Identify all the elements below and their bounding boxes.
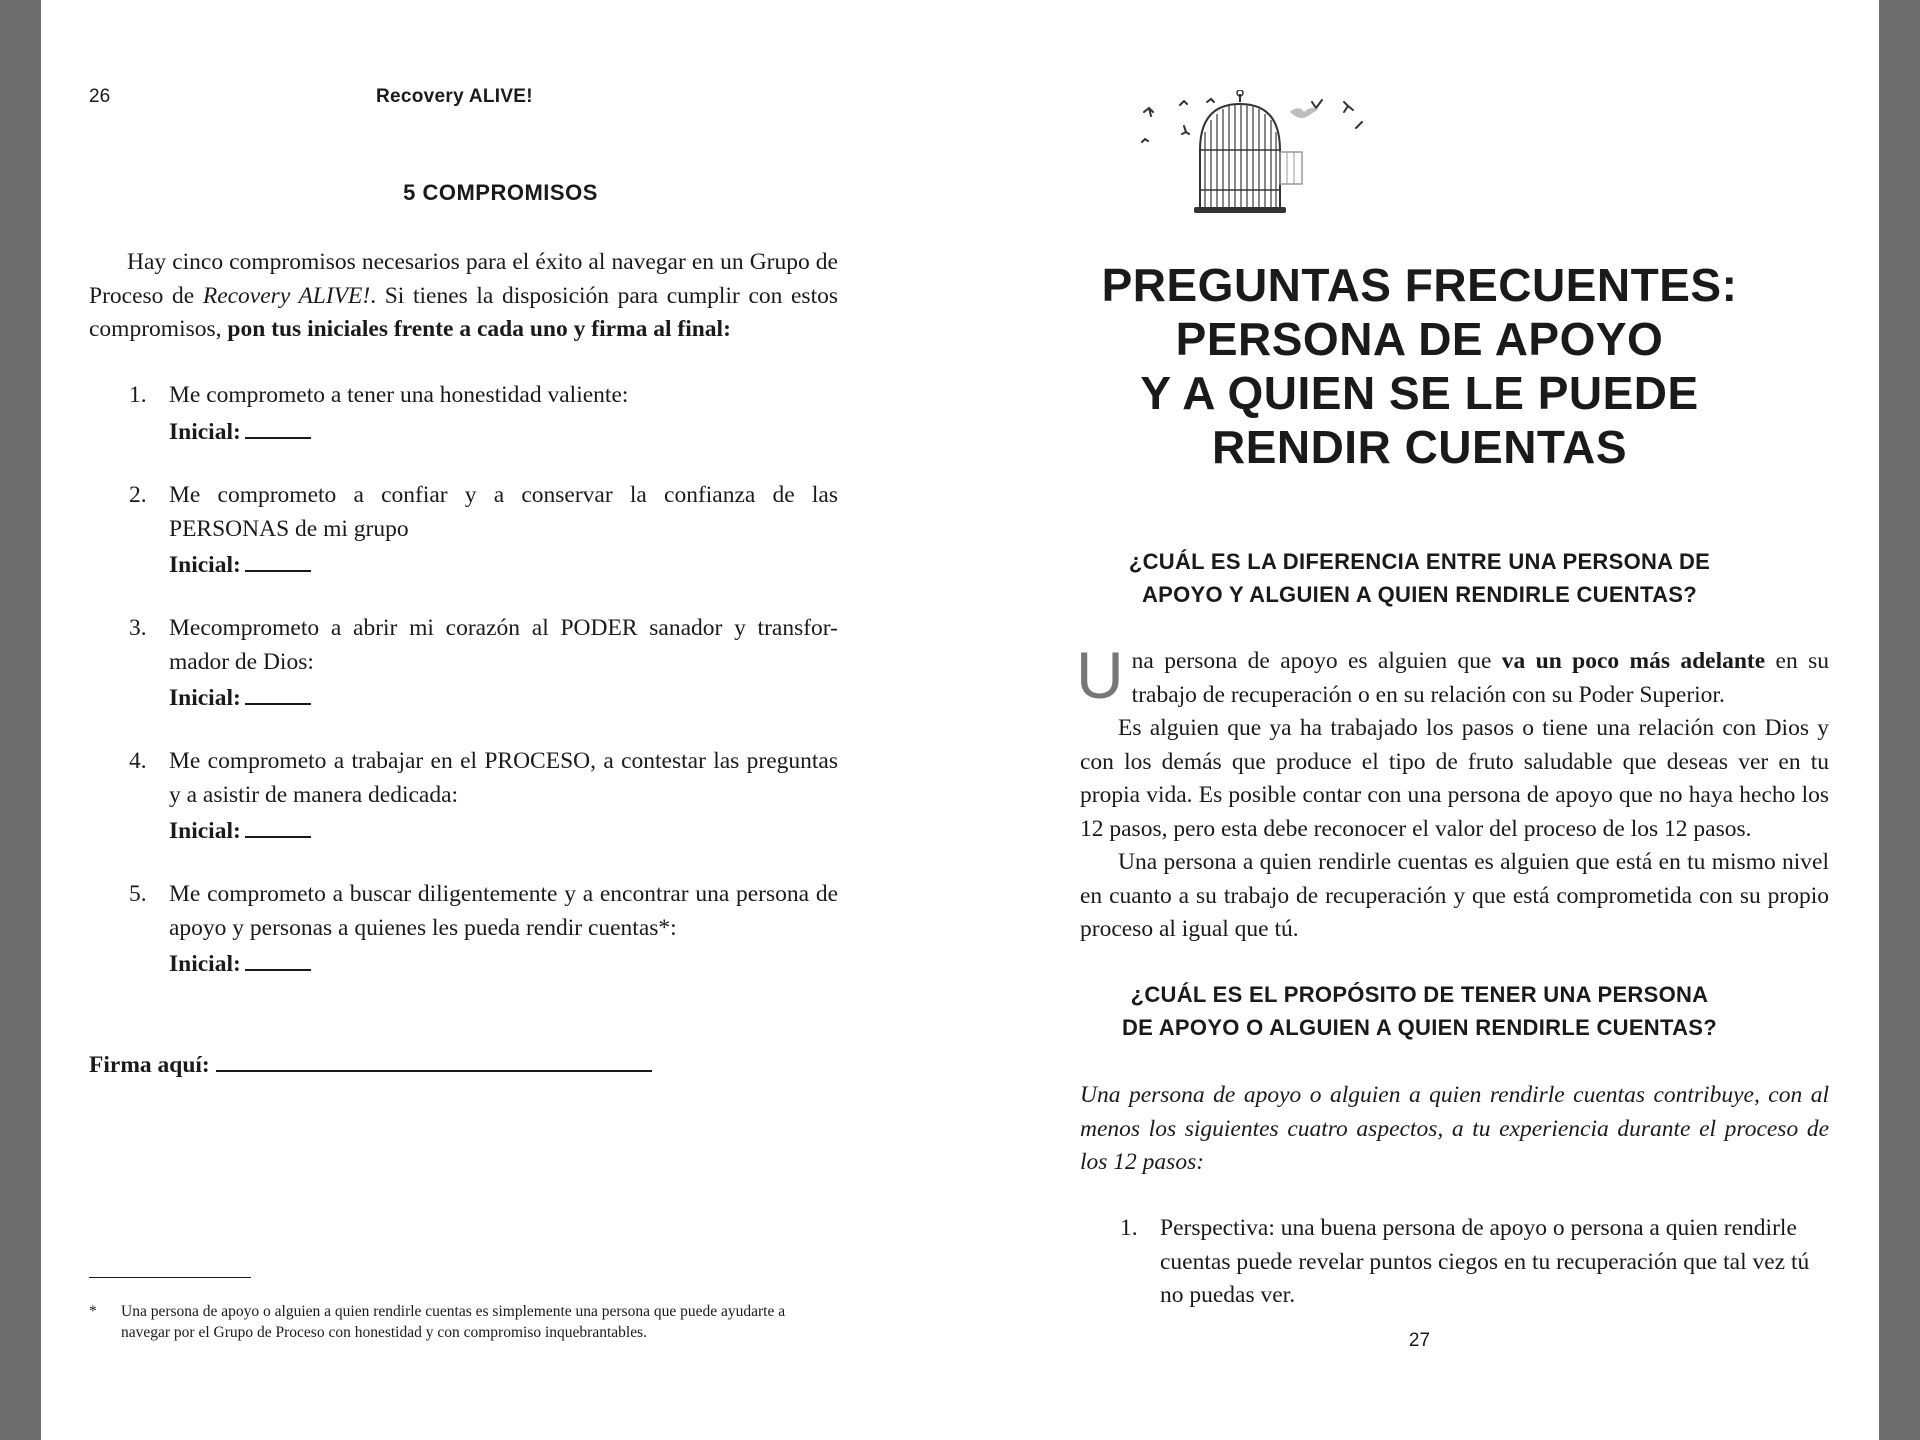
bird-icon <box>1312 100 1322 108</box>
initial-blank[interactable] <box>245 812 311 838</box>
bird-icon <box>1356 122 1362 128</box>
item-number: 1. <box>129 382 147 408</box>
item-number: 2. <box>129 482 147 508</box>
signature-line <box>89 1046 652 1083</box>
signature-label: Firma aquí: <box>89 1052 210 1078</box>
initial-label: Inicial: <box>169 951 241 977</box>
section-title: 5 COMPROMISOS <box>403 180 598 205</box>
bird-icon <box>1344 102 1353 112</box>
paragraph-2 <box>1080 712 1829 846</box>
heading-line: ¿CUÁL ES EL PROPÓSITO DE TENER UNA PERSONA <box>1130 982 1709 1007</box>
chapter-title <box>960 258 1879 474</box>
heading-line: APOYO Y ALGUIEN A QUIEN RENDIRLE CUENTAS? <box>1141 582 1698 607</box>
initial-blank[interactable] <box>245 413 311 439</box>
item-text: Me comprometo a buscar diligentemente y a encontrar una persona de apoyo y personas a quienes les pueda rendir cuentas*: <box>169 881 838 941</box>
bird-icon <box>1180 101 1187 105</box>
birdcage-illustration <box>1110 90 1390 220</box>
open-cage-door <box>1280 152 1302 184</box>
initial-blank[interactable] <box>245 679 311 705</box>
item-text: Mecomprometo a abrir mi corazón al PODER sanador y transfor-mador de Dios: <box>169 615 838 675</box>
question-heading-2 <box>960 978 1879 1044</box>
item-number: 3. <box>129 615 147 641</box>
running-head: Recovery ALIVE! <box>376 86 533 107</box>
birdcage-icon <box>1194 90 1302 213</box>
heading-line: ¿CUÁL ES LA DIFERENCIA ENTRE UNA PERSONA DE <box>1128 549 1711 574</box>
initial-label: Inicial: <box>169 685 241 711</box>
footnote <box>89 1301 829 1343</box>
initial-blank[interactable] <box>245 546 311 572</box>
right-page <box>960 0 1879 1440</box>
title-line: Y A QUIEN SE LE PUEDE <box>1140 367 1699 419</box>
initial-label: Inicial: <box>169 818 241 844</box>
item-text: Me comprometo a confiar y a conservar la confianza de las PERSONAS de mi grupo <box>169 482 838 542</box>
p2-text: Es alguien que ya ha trabajado los pasos o tiene una relación con Dios y con los demás que produce el tipo de fruto saludable que deseas ver en tu propia vida. Es posible contar con una persona de apoyo que no haya hecho los 12 pasos, pero esta debe reconocer el valor del proceso de los 12 pasos. <box>1080 715 1829 842</box>
bird-icon <box>1142 139 1148 142</box>
page-number-left: 26 <box>89 86 111 107</box>
question-heading-1 <box>960 545 1879 611</box>
footnote-marker: * <box>89 1303 97 1320</box>
title-line: PREGUNTAS FRECUENTES: <box>1101 259 1738 311</box>
item-text: Me comprometo a trabajar en el PROCESO, a contestar las preguntas y a asistir de manera dedicada: <box>169 748 838 808</box>
signature-blank[interactable] <box>216 1046 652 1072</box>
title-line: RENDIR CUENTAS <box>1211 421 1628 473</box>
p3-text: Una persona a quien rendirle cuentas es alguien que está en tu mismo nivel en cuanto a su trabajo de recuperación y que está comprometida con su propio proceso al igual que tú. <box>1080 849 1829 942</box>
intro-text-2: . Si tienes la disposición para cumplir con estos compromisos, <box>89 282 838 342</box>
bird-icon <box>1144 108 1153 116</box>
item-text: Me comprometo a tener una honestidad valiente: <box>169 382 629 408</box>
item-text: Perspectiva: una buena persona de apoyo o persona a quien rendirle cuentas puede revelar puntos ciegos en tu recuperación que tal vez tú no puedas ver. <box>1160 1215 1810 1308</box>
p1-text-1: na persona de apoyo es alguien que <box>1131 648 1502 674</box>
page-number-right: 27 <box>1408 1330 1431 1351</box>
initial-label: Inicial: <box>169 418 241 445</box>
paragraph-4: Una persona de apoyo o alguien a quien rendirle cuentas contribuye, con al menos los siguientes cuatro aspectos, a tu experiencia durante el proceso de los 12 pasos: <box>1080 1082 1829 1175</box>
initial-blank[interactable] <box>245 945 311 971</box>
heading-line: DE APOYO O ALGUIEN A QUIEN RENDIRLE CUENTAS? <box>1121 1015 1717 1040</box>
flying-bird-icon <box>1290 108 1318 118</box>
p1-bold: va un poco más adelante <box>1501 648 1766 674</box>
title-line: PERSONA DE APOYO <box>1175 313 1664 365</box>
item-number: 5. <box>129 881 147 907</box>
footnote-divider <box>89 1277 251 1278</box>
intro-bold: pon tus iniciales frente a cada uno y firma al final: <box>227 316 731 342</box>
bird-icon <box>1182 126 1189 134</box>
p1-text-2: en su trabajo de recuperación o en su relación con su Poder Superior. <box>1131 648 1829 708</box>
item-number: 1. <box>1120 1215 1138 1241</box>
book-spread <box>41 0 1879 1440</box>
drop-cap: U <box>1076 638 1124 712</box>
intro-italic: Recovery ALIVE! <box>202 282 371 309</box>
paragraph-1 <box>1076 638 1829 712</box>
paragraph-3 <box>1080 846 1829 947</box>
initial-label: Inicial: <box>169 552 241 578</box>
item-number: 4. <box>129 748 147 774</box>
bird-icon <box>1207 99 1214 102</box>
intro-paragraph <box>89 246 838 347</box>
intro-text-1: Hay cinco compromisos necesarios para el éxito al navegar en un Grupo de Proceso de <box>89 249 838 309</box>
left-page <box>41 0 960 1440</box>
footnote-text: Una persona de apoyo o alguien a quien rendirle cuentas es simplemente una persona que puede ayudarte a navegar por el Grupo de Proceso con honestidad y con compromiso inquebrantables. <box>121 1303 786 1341</box>
